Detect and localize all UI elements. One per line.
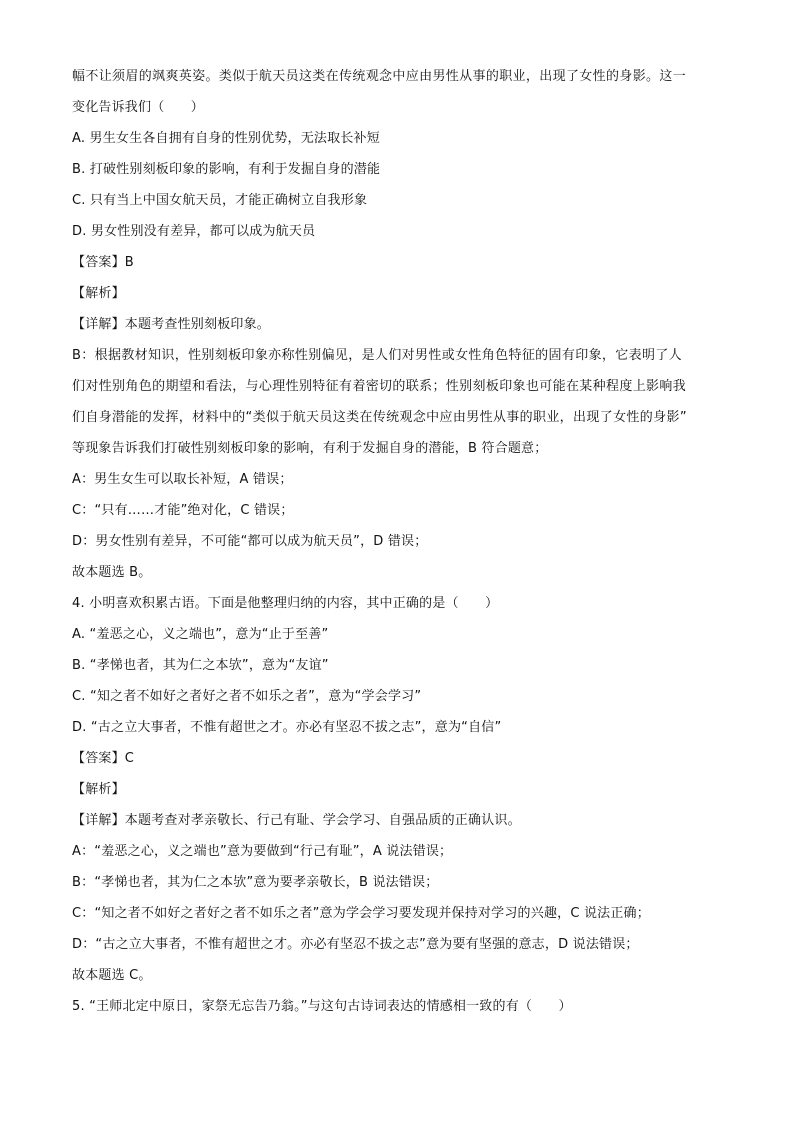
question-3-option-c: C. 只有当上中国女航天员，才能正确树立自我形象 (72, 193, 368, 208)
question-3-conclusion: 故本题选 B。 (72, 565, 152, 580)
question-3-note-d: D：男女性别有差异，不可能“都可以成为航天员”，D 错误； (72, 534, 428, 549)
question-3-explanation-line-1: B：根据教材知识，性别刻板印象亦称性别偏见，是人们对男性或女性角色特征的固有印象，它表明了人 (72, 348, 683, 363)
question-4-answer: 【答案】C (72, 751, 135, 766)
question-4-note-a: A：“羞恶之心，义之端也”意为要做到“行己有耻”，A 说法错误； (72, 844, 453, 859)
question-3-stem-line-2: 变化告诉我们（ ） (72, 100, 205, 115)
question-3-explanation-line-3: 们自身潜能的发挥，材料中的“类似于航天员这类在传统观念中应由男性从事的职业，出现了女性的身影” (72, 410, 687, 425)
question-4-option-b: B. “孝悌也者，其为仁之本欤”，意为“友谊” (72, 658, 329, 673)
question-4-option-a: A. “羞恶之心，义之端也”，意为“止于至善” (72, 627, 329, 642)
question-4-conclusion: 故本题选 C。 (72, 968, 152, 983)
question-3-explanation-line-4: 等现象告诉我们打破性别刻板印象的影响，有利于发掘自身的潜能，B 符合题意； (72, 441, 548, 456)
question-3-answer: 【答案】B (72, 255, 134, 270)
question-3-option-b: B. 打破性别刻板印象的影响，有利于发掘自身的潜能 (72, 162, 381, 177)
question-5-stem: 5. “王师北定中原日，家祭无忘告乃翁。”与这句古诗词表达的情感相一致的有（ ） (72, 999, 572, 1014)
question-3-option-a: A. 男生女生各自拥有自身的性别优势，无法取长补短 (72, 131, 380, 146)
question-4-detail: 【详解】本题考查对孝亲敬长、行己有耻、学会学习、自强品质的正确认识。 (72, 813, 521, 828)
question-3-note-c: C：“只有……才能”绝对化，C 错误； (72, 503, 294, 518)
question-3-option-d: D. 男女性别没有差异，都可以成为航天员 (72, 224, 316, 239)
question-3-note-a: A：男生女生可以取长补短，A 错误； (72, 472, 293, 487)
question-4-note-d: D：“古之立大事者，不惟有超世之才。亦必有坚忍不拔之志”意为要有坚强的意志，D 说法错误； (72, 937, 639, 952)
question-4-option-d: D. “古之立大事者，不惟有超世之才。亦必有坚忍不拔之志”，意为“自信” (72, 720, 502, 735)
question-3-stem-line-1: 幅不让须眉的飒爽英姿。类似于航天员这类在传统观念中应由男性从事的职业，出现了女性的身影。这一 (72, 69, 687, 84)
question-4-stem: 4. 小明喜欢积累古语。下面是他整理归纳的内容，其中正确的是（ ） (72, 596, 499, 611)
question-4-option-c: C. “知之者不如好之者好之者不如乐之者”，意为“学会学习” (72, 689, 422, 704)
question-4-note-c: C：“知之者不如好之者好之者不如乐之者”意为学会学习要发现并保持对学习的兴趣，C 说法正确； (72, 906, 650, 921)
question-3-detail: 【详解】本题考查性别刻板印象。 (72, 317, 271, 332)
question-4-note-b: B：“孝悌也者，其为仁之本欤”意为要孝亲敬长，B 说法错误； (72, 875, 439, 890)
question-3-explanation-line-2: 们对性别角色的期望和看法，与心理性别特征有着密切的联系；性别刻板印象也可能在某种程度上影响我 (72, 379, 687, 394)
question-4-analysis-label: 【解析】 (72, 782, 125, 797)
question-3-analysis-label: 【解析】 (72, 286, 125, 301)
